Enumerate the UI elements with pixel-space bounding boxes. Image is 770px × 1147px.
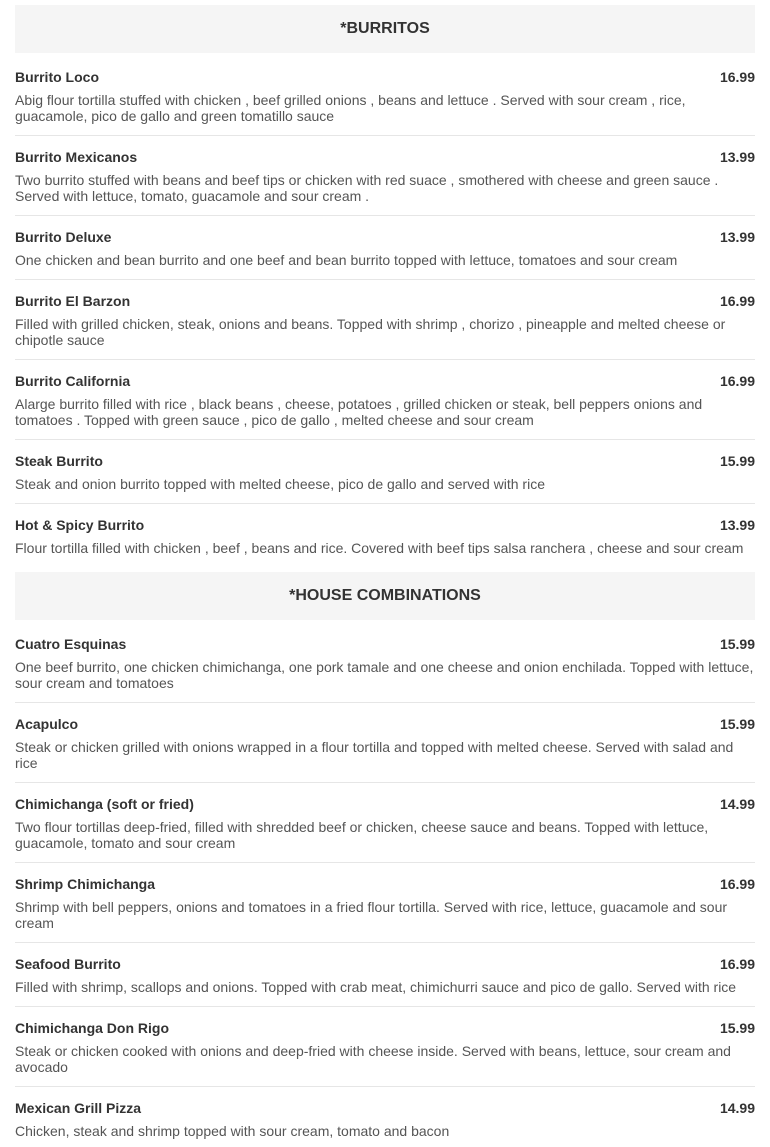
item-name: Mexican Grill Pizza bbox=[15, 1100, 142, 1116]
menu-item[interactable] bbox=[15, 149, 755, 216]
item-price: 16.99 bbox=[719, 373, 755, 389]
item-description: One chicken and bean burrito and one beef and bean burrito topped with lettuce, tomatoes and sour cream bbox=[15, 252, 678, 268]
menu-item[interactable] bbox=[15, 69, 755, 136]
item-price: 15.99 bbox=[719, 636, 755, 652]
item-price: 16.99 bbox=[719, 69, 755, 85]
menu-item[interactable] bbox=[15, 636, 755, 703]
section-title: *HOUSE COMBINATIONS bbox=[15, 572, 755, 620]
section-house-combinations bbox=[15, 572, 755, 1147]
item-price: 13.99 bbox=[719, 517, 755, 533]
item-name: Burrito El Barzon bbox=[15, 293, 131, 309]
item-price: 15.99 bbox=[719, 1020, 755, 1036]
item-name: Cuatro Esquinas bbox=[15, 636, 127, 652]
item-description: Steak and onion burrito topped with melted cheese, pico de gallo and served with rice bbox=[15, 476, 545, 492]
menu-item[interactable] bbox=[15, 453, 755, 504]
menu-item[interactable] bbox=[15, 1020, 755, 1087]
item-description: Steak or chicken grilled with onions wrapped in a flour tortilla and topped with melted cheese. Served with salad and rice bbox=[15, 739, 734, 771]
menu-item[interactable] bbox=[15, 796, 755, 863]
item-name: Steak Burrito bbox=[15, 453, 103, 469]
menu-item[interactable] bbox=[15, 229, 755, 280]
menu-item[interactable] bbox=[15, 293, 755, 360]
item-name: Hot & Spicy Burrito bbox=[15, 517, 145, 533]
item-price: 15.99 bbox=[719, 716, 755, 732]
item-description: Abig flour tortilla stuffed with chicken , beef grilled onions , beans and lettuce . Served with sour cream , rice, guacamole, pico de gallo and green tomatillo sauce bbox=[15, 92, 686, 124]
item-price: 13.99 bbox=[719, 149, 755, 165]
item-name: Burrito Loco bbox=[15, 69, 99, 85]
menu-item[interactable] bbox=[15, 373, 755, 440]
item-price: 16.99 bbox=[719, 956, 755, 972]
item-description: Two flour tortillas deep-fried, filled with shredded beef or chicken, cheese sauce and beans. Topped with lettuce, guacamole, tomato and sour cream bbox=[15, 819, 709, 851]
menu-item[interactable] bbox=[15, 517, 755, 564]
item-name: Chimichanga (soft or fried) bbox=[15, 796, 194, 812]
section-burritos bbox=[15, 5, 755, 564]
item-price: 16.99 bbox=[719, 876, 755, 892]
item-description: Filled with grilled chicken, steak, onions and beans. Topped with shrimp , chorizo , pineapple and melted cheese or chipotle sauce bbox=[15, 316, 726, 348]
item-name: Shrimp Chimichanga bbox=[15, 876, 156, 892]
item-name: Seafood Burrito bbox=[15, 956, 121, 972]
menu-item[interactable] bbox=[15, 876, 755, 943]
item-name: Burrito California bbox=[15, 373, 131, 389]
item-description: Filled with shrimp, scallops and onions. Topped with crab meat, chimichurri sauce and pico de gallo. Served with rice bbox=[15, 979, 737, 995]
item-price: 16.99 bbox=[719, 293, 755, 309]
menu-item[interactable] bbox=[15, 716, 755, 783]
item-price: 14.99 bbox=[719, 1100, 755, 1116]
menu-item[interactable] bbox=[15, 1100, 755, 1147]
item-description: Chicken, steak and shrimp topped with sour cream, tomato and bacon bbox=[15, 1123, 450, 1139]
item-description: One beef burrito, one chicken chimichanga, one pork tamale and one cheese and onion enchilada. Topped with lettuce, sour cream and tomatoes bbox=[15, 659, 754, 691]
item-price: 15.99 bbox=[719, 453, 755, 469]
section-title: *BURRITOS bbox=[15, 5, 755, 53]
menu-item[interactable] bbox=[15, 956, 755, 1007]
item-description: Two burrito stuffed with beans and beef tips or chicken with red suace , smothered with cheese and green sauce . Served with lettuce, tomato, guacamole and sour cream . bbox=[15, 172, 719, 204]
item-name: Acapulco bbox=[15, 716, 79, 732]
item-name: Burrito Deluxe bbox=[15, 229, 112, 245]
item-description: Steak or chicken cooked with onions and deep-fried with cheese inside. Served with beans, lettuce, sour cream and avocado bbox=[15, 1043, 731, 1075]
item-description: Alarge burrito filled with rice , black beans , cheese, potatoes , grilled chicken or steak, bell peppers onions and tomatoes . Topped with green sauce , pico de gallo , melted cheese and sour cream bbox=[15, 396, 703, 428]
item-price: 14.99 bbox=[719, 796, 755, 812]
item-description: Flour tortilla filled with chicken , beef , beans and rice. Covered with beef tips salsa ranchera , cheese and sour cream bbox=[15, 540, 744, 556]
item-description: Shrimp with bell peppers, onions and tomatoes in a fried flour tortilla. Served with rice, lettuce, guacamole and sour cream bbox=[15, 899, 728, 931]
item-name: Burrito Mexicanos bbox=[15, 149, 138, 165]
item-name: Chimichanga Don Rigo bbox=[15, 1020, 169, 1036]
item-price: 13.99 bbox=[719, 229, 755, 245]
